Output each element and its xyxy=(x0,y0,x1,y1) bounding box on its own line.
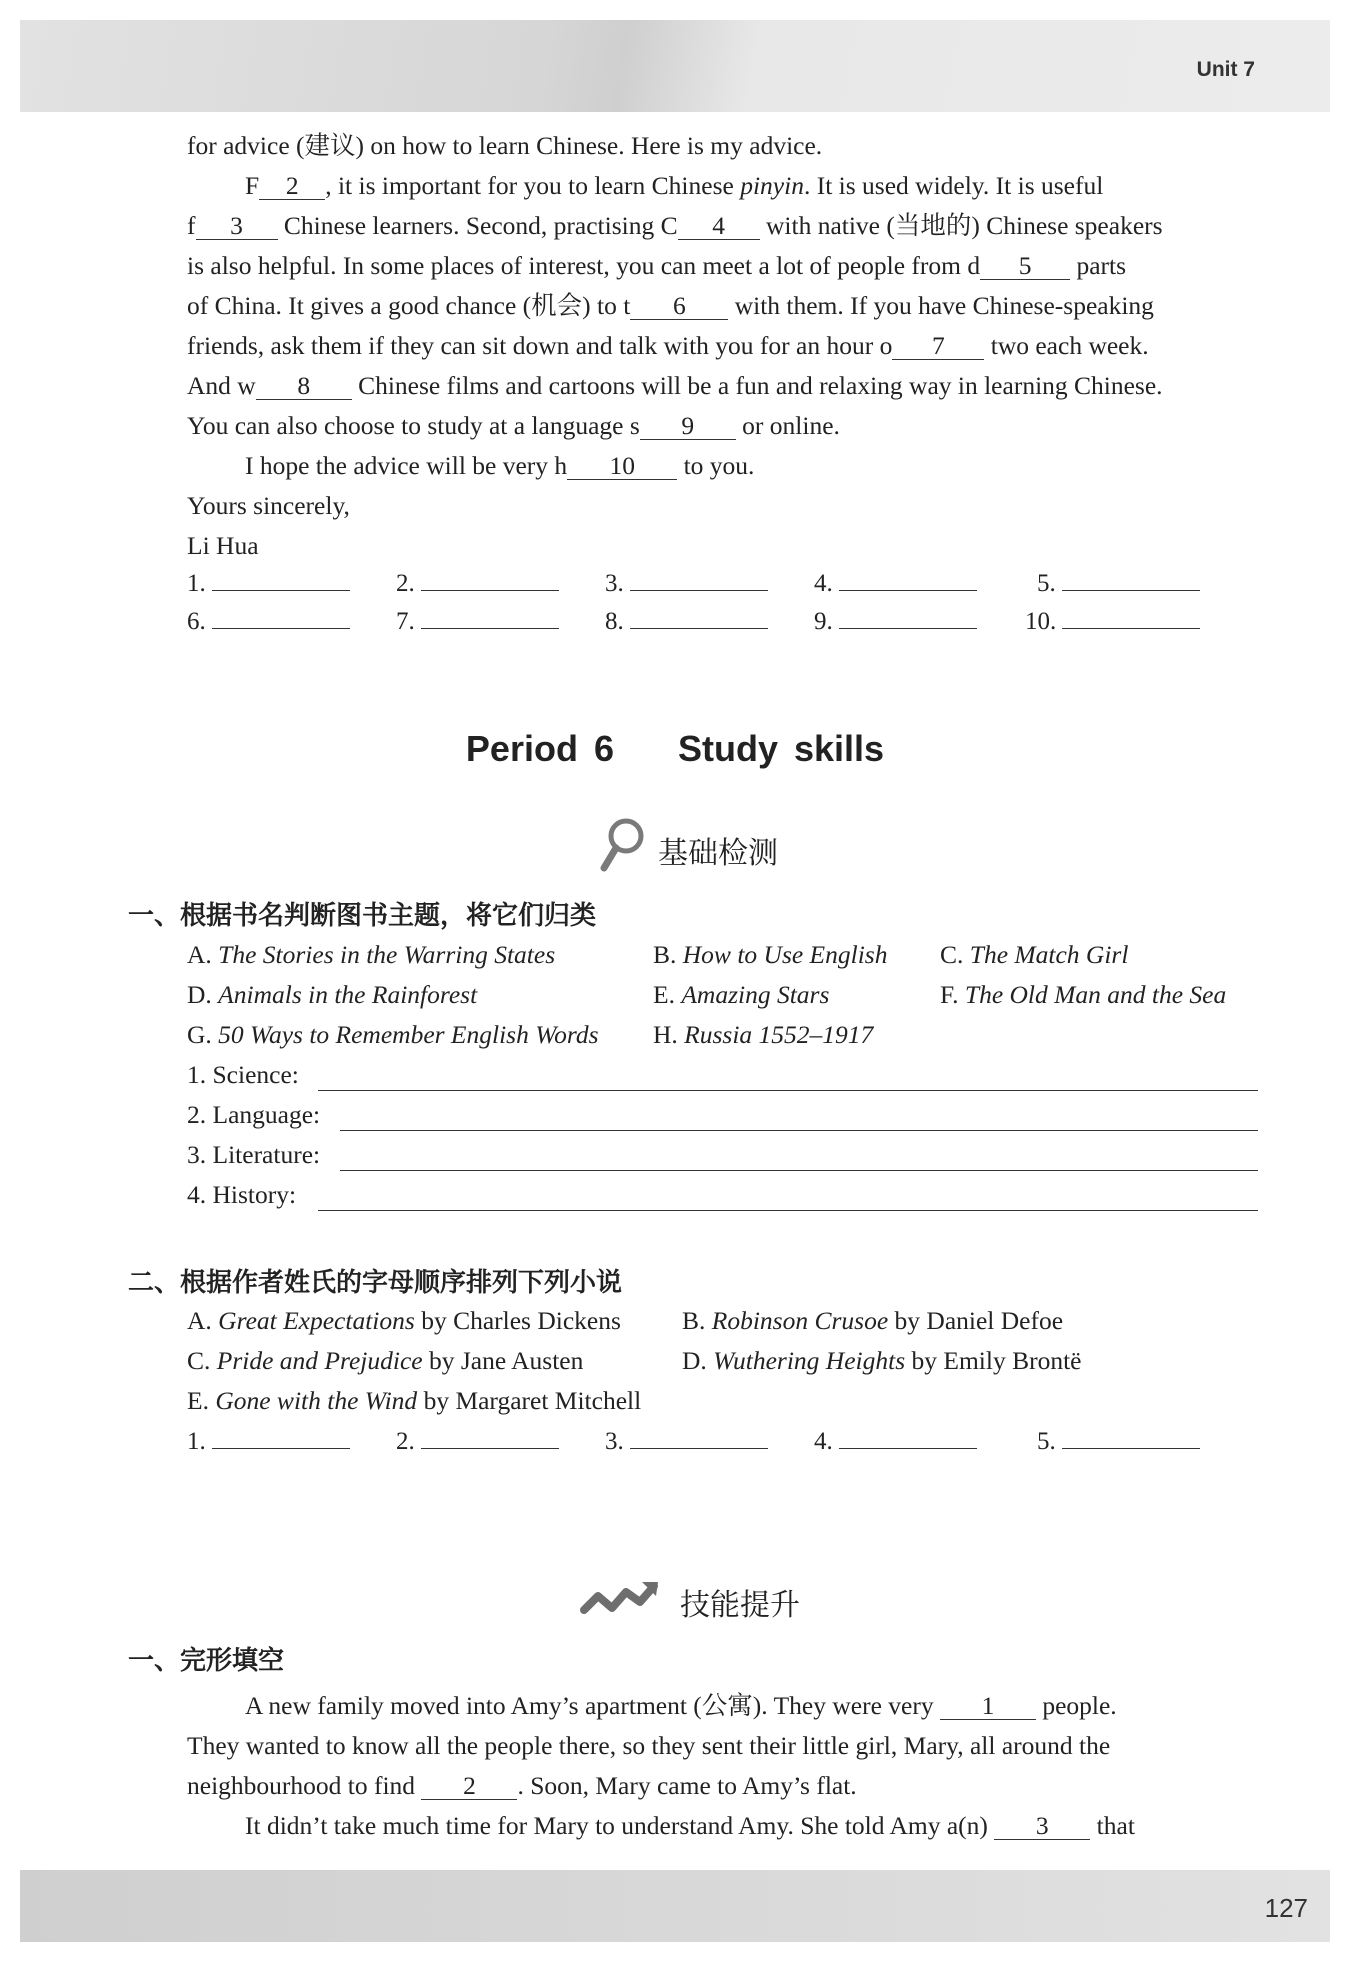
period-title: Period 6 Study skills xyxy=(465,728,885,769)
blank-2[interactable]: 2 xyxy=(259,173,325,200)
answer-slot[interactable]: 4. xyxy=(814,570,977,598)
book-option: D. Animals in the Rainforest xyxy=(187,980,478,1009)
letter-line-8: You can also choose to study at a language s 9 or online. xyxy=(187,411,840,440)
unit-label: Unit 7 xyxy=(1196,58,1255,81)
cloze-line-2: They wanted to know all the people there, so they sent their little girl, Mary, all around the xyxy=(187,1731,1111,1760)
cloze-blank-1[interactable]: 1 xyxy=(940,1693,1036,1720)
category-science: 1. Science: xyxy=(187,1060,299,1089)
trend-arrow-icon xyxy=(580,1580,660,1620)
cloze-blank-2[interactable]: 2 xyxy=(421,1773,517,1800)
answer-slot[interactable]: 1. xyxy=(187,1428,350,1456)
book-option: G. 50 Ways to Remember English Words xyxy=(187,1020,599,1049)
cloze-line-4: It didn’t take much time for Mary to understand Amy. She told Amy a(n) 3 that xyxy=(245,1811,1135,1840)
novel-option: C. Pride and Prejudice by Jane Austen xyxy=(187,1346,584,1375)
q2-heading: 二、根据作者姓氏的字母顺序排列下列小说 xyxy=(128,1268,623,1298)
category-history: 4. History: xyxy=(187,1180,297,1209)
q1-heading: 一、根据书名判断图书主题，将它们归类 xyxy=(128,901,597,931)
letter-line-5: of China. It gives a good chance (机会) to t 6 with them. If you have Chinese-speaking xyxy=(187,291,1154,320)
letter-line-1: for advice (建议) on how to learn Chinese. Here is my advice. xyxy=(187,131,823,160)
letter-line-3: f 3 Chinese learners. Second, practising C 4 with native (当地的) Chinese speakers xyxy=(187,211,1163,240)
section-basic-title: 基础检测 xyxy=(658,836,778,871)
letter-line-6: friends, ask them if they can sit down and talk with you for an hour o 7 two each week. xyxy=(187,331,1149,360)
answer-slot[interactable]: 8. xyxy=(605,608,768,636)
answer-slot[interactable]: 6. xyxy=(187,608,350,636)
letter-line-4: is also helpful. In some places of interest, you can meet a lot of people from d 5 parts xyxy=(187,251,1127,280)
answer-line[interactable] xyxy=(340,1168,1258,1171)
blank-10[interactable]: 10 xyxy=(567,453,677,480)
answer-slot[interactable]: 3. xyxy=(605,570,768,598)
magnifier-icon xyxy=(598,816,648,872)
cloze-line-3: neighbourhood to find 2 . Soon, Mary came to Amy’s flat. xyxy=(187,1771,857,1800)
answer-line[interactable] xyxy=(318,1088,1258,1091)
category-language: 2. Language: xyxy=(187,1100,321,1129)
novel-option: E. Gone with the Wind by Margaret Mitchell xyxy=(187,1386,642,1415)
letter-line-9: I hope the advice will be very h 10 to you. xyxy=(245,451,755,480)
answer-slot[interactable]: 7. xyxy=(396,608,559,636)
letter-closing: Yours sincerely, xyxy=(187,491,350,520)
blank-4[interactable]: 4 xyxy=(678,213,760,240)
book-option: F. The Old Man and the Sea xyxy=(940,980,1227,1009)
answer-slot[interactable]: 4. xyxy=(814,1428,977,1456)
letter-signature: Li Hua xyxy=(187,531,259,560)
cloze-blank-3[interactable]: 3 xyxy=(994,1813,1090,1840)
book-option: C. The Match Girl xyxy=(940,940,1129,969)
answer-slot[interactable]: 5. xyxy=(1037,1428,1200,1456)
novel-option: B. Robinson Crusoe by Daniel Defoe xyxy=(682,1306,1064,1335)
header-band xyxy=(20,20,1330,112)
blank-3[interactable]: 3 xyxy=(196,213,278,240)
answer-slot[interactable]: 3. xyxy=(605,1428,768,1456)
answer-slot[interactable]: 9. xyxy=(814,608,977,636)
cloze-line-1: A new family moved into Amy’s apartment (公寓). They were very 1 people. xyxy=(245,1691,1117,1720)
blank-5[interactable]: 5 xyxy=(980,253,1070,280)
letter-line-7: And w 8 Chinese films and cartoons will be a fun and relaxing way in learning Chinese. xyxy=(187,371,1163,400)
cloze-heading: 一、完形填空 xyxy=(128,1646,285,1676)
footer-band xyxy=(20,1870,1330,1942)
letter-line-2: F 2 , it is important for you to learn Chinese pinyin. It is used widely. It is useful xyxy=(245,171,1104,200)
page-number: 127 xyxy=(1264,1893,1308,1923)
answer-slot[interactable]: 5. xyxy=(1037,570,1200,598)
answer-slot[interactable]: 10. xyxy=(1025,608,1200,636)
book-option: E. Amazing Stars xyxy=(653,980,830,1009)
answer-slot[interactable]: 2. xyxy=(396,1428,559,1456)
novel-option: D. Wuthering Heights by Emily Brontë xyxy=(682,1346,1082,1375)
novel-option: A. Great Expectations by Charles Dickens xyxy=(187,1306,621,1335)
book-option: A. The Stories in the Warring States xyxy=(187,940,556,969)
blank-9[interactable]: 9 xyxy=(640,413,736,440)
blank-7[interactable]: 7 xyxy=(892,333,984,360)
answer-line[interactable] xyxy=(340,1128,1258,1131)
book-option: H. Russia 1552–1917 xyxy=(653,1020,874,1049)
answer-slot[interactable]: 1. xyxy=(187,570,350,598)
answer-line[interactable] xyxy=(318,1208,1258,1211)
blank-6[interactable]: 6 xyxy=(630,293,728,320)
category-literature: 3. Literature: xyxy=(187,1140,321,1169)
answer-slot[interactable]: 2. xyxy=(396,570,559,598)
book-option: B. How to Use English xyxy=(653,940,888,969)
blank-8[interactable]: 8 xyxy=(256,373,352,400)
section-skill-title: 技能提升 xyxy=(680,1588,800,1623)
